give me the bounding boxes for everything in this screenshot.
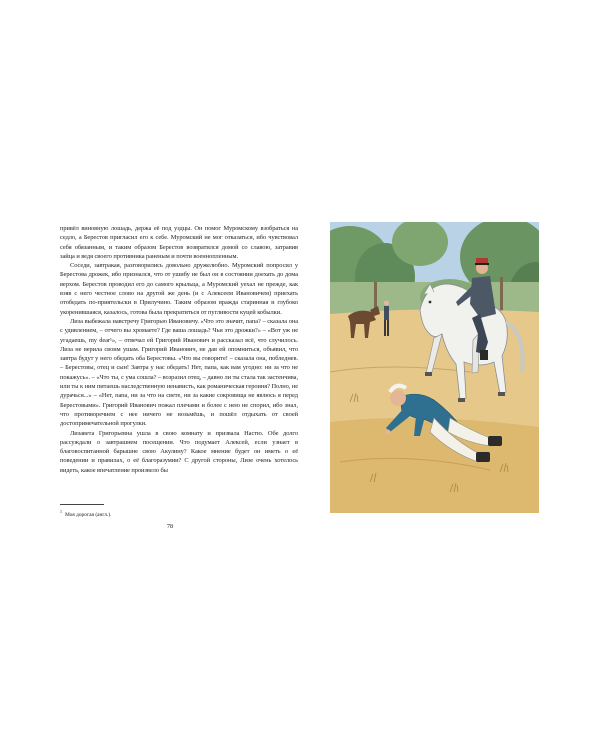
illustration bbox=[330, 222, 539, 513]
paragraph-1: привёл виновную лошадь, держа её под уздцы. Он помог Муромскому взобраться на седло, а Берестов пригласил его к себе. Муромский не мог отказаться, ибо чувствовал себя обязанным, и таким образом Берестов возвратился домой со славою, затравив зайца и ведя своего противника раненым и почти военнопленным. bbox=[60, 225, 298, 260]
text-block bbox=[60, 224, 298, 475]
paragraph-3: Лиза выбежала навстречу Григорью Ивановичу. «Что это значит, папа? – сказала она с удивлением, – отчего вы хромаете? Где ваша лошадь? Чьи это дрожки?» – «Вот уж не угадаешь, my dear¹», – отвечал ей Григорий Иванович и рассказал всё, что случилось. Лиза не верила своим ушам. Григорий Иванович, не дав ей опомниться, объявил, что завтра будут у него обедать оба Берестовы. «Что вы говорите! – сказала она, побледнев. – Берестовы, отец и сын! Завтра у нас обедать! Нет, папа, как вам угодно: ни за что не покажусь». – «Что ты, с ума сошла? – возразил отец, – давно ли ты стала так застенчива, или ты к ним питаешь наследственную ненависть, как романическая героиня? Полно, не дурачься...» – «Нет, папа, ни за что на свете, ни за какие сокровища не явлюсь я перед Берестовыми». Григорий Иванович пожал плечами и более с нею не спорил, ибо знал, что противоречием с нее ничего не возьмёшь, и пошёл отдыхать от своей достопримечательной прогулки. bbox=[60, 317, 298, 428]
footnote bbox=[60, 504, 298, 519]
page-number: 78 bbox=[166, 523, 174, 530]
paragraph-2: Соседи, завтракая, разговорились довольно дружелюбно. Муромский попросил у Берестова дрожек, ибо признался, что от ушибу не был он в состоянии доехать до дома верхом. Берестов проводил его до самого крыльца, а Муромский уехал не прежде, как взяв с него честное слово на другой же день (и с Алексеем Ивановичем) приехать отобедать по-приятельски в Прилучино. Таким образом вражда старинная и глубоко укоренившаяся, казалось, готова была прекратиться от пугливости куцей кобылки. bbox=[60, 262, 298, 316]
footnote-mark: 1 bbox=[60, 509, 62, 514]
paragraph-4: Лизавета Григорьевна ушла в свою комнату и призвала Настю. Обе долго рассуждали о завтрашнем посещении. Что подумает Алексей, если узнает в благовоспитанной барышне свою Акулину? Какое мнение будет он иметь о её поведении и правилах, о её благоразумии? С другой стороны, Лизе очень хотелось видеть, какое впечатление произвело бы bbox=[60, 429, 298, 474]
footnote-text: Моя дорогая (англ.). bbox=[65, 511, 112, 518]
footnote-rule bbox=[60, 504, 104, 505]
